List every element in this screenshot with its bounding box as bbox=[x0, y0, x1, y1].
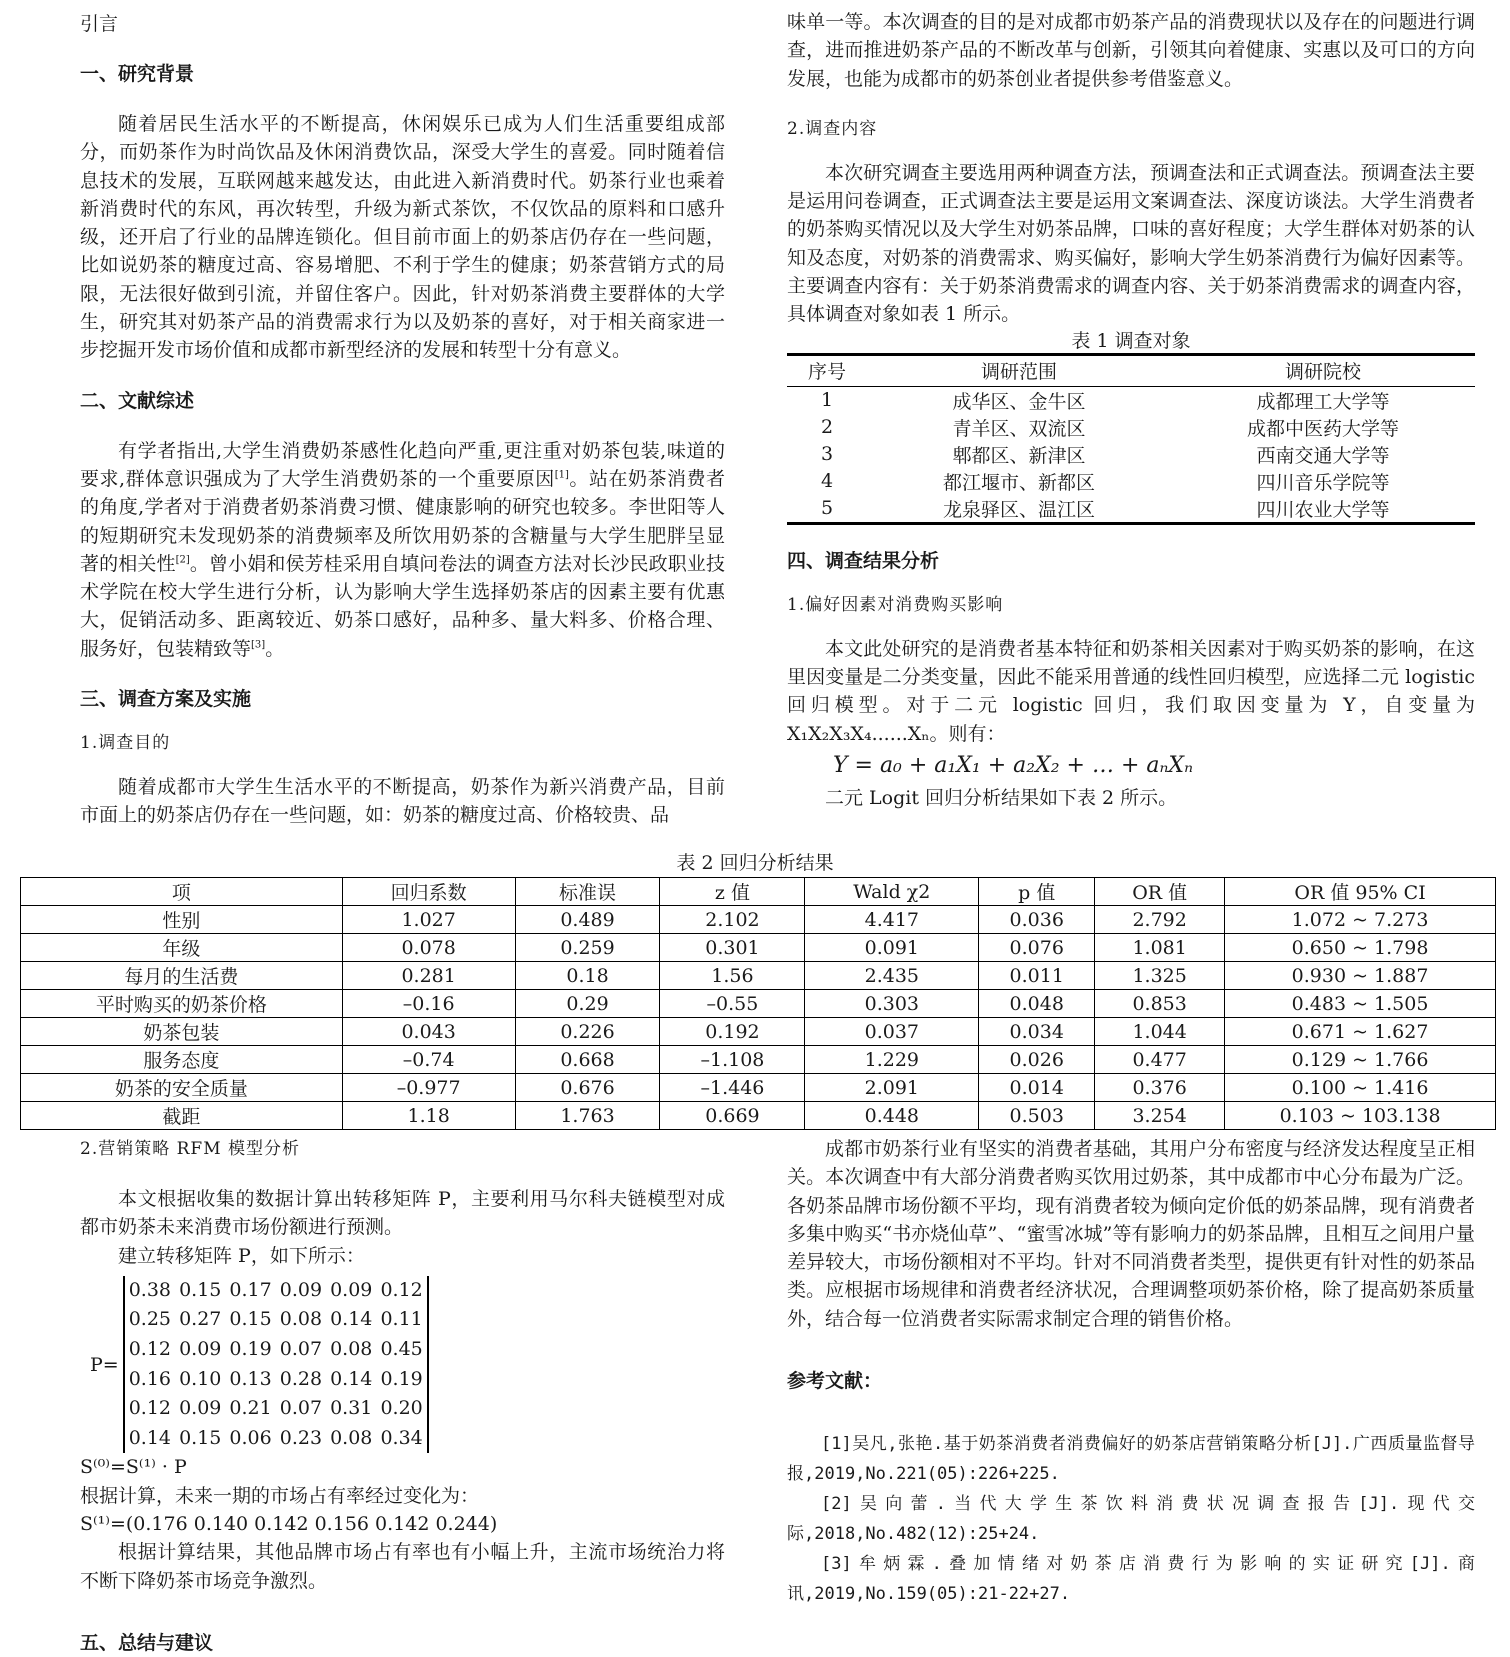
table2-cell: 0.18 bbox=[515, 962, 660, 990]
matrix-row: 0.14 0.15 0.06 0.23 0.08 0.34 bbox=[128, 1426, 423, 1449]
table2-header: 项 bbox=[21, 878, 343, 906]
table1-row bbox=[787, 441, 1475, 468]
table1-header: 调研范围 bbox=[867, 354, 1171, 386]
table2-cell: –0.16 bbox=[342, 990, 515, 1018]
table2-cell: 平时购买的奶茶价格 bbox=[21, 990, 343, 1018]
table2-cell: 每月的生活费 bbox=[21, 962, 343, 990]
table2-cell: 2.792 bbox=[1095, 906, 1225, 934]
section-heading-survey-plan: 三、调查方案及实施 bbox=[80, 688, 252, 711]
paragraph-purpose-continued: 味单一等。本次调查的目的是对成都市奶茶产品的消费现状以及存在的问题进行调查，进而推进奶茶产品的不断改革与创新，引领其向着健康、实惠以及可口的方向发展，也能为成都市的奶茶创业者提供参考借鉴意义。 bbox=[787, 11, 1475, 90]
table2-caption: 表 2 回归分析结果 bbox=[676, 852, 834, 874]
table1-cell: 3 bbox=[820, 443, 834, 466]
table1-cell: 四川农业大学等 bbox=[1171, 495, 1475, 524]
references-list bbox=[787, 1429, 1475, 1609]
table2-cell: 0.503 bbox=[979, 1102, 1095, 1130]
references-heading: 参考文献： bbox=[787, 1370, 883, 1393]
table2-cell: 0.034 bbox=[979, 1018, 1095, 1046]
paragraph-summary: 成都市奶茶行业有坚实的消费者基础，其用户分布密度与经济发达程度呈正相关。本次调查中有大部分消费者购买饮用过奶茶，其中成都市中心分布最为广泛。各奶茶品牌市场份额不平均，现有消费者较为倾向定价低的奶茶品牌，现有消费者多集中购买“书亦烧仙草”、“蜜雪冰城”等有影响力的奶茶品牌，且相互之间用户量差异较大，市场份额相对不平均。针对不同消费者类型，提供更有针对性的奶茶品类。应根据市场规律和消费者经济状况，合理调整项奶茶价格，除了提高奶茶质量外，结合每一位消费者实际需求制定合理的销售价格。 bbox=[787, 1138, 1475, 1330]
paragraph-build-matrix: 建立转移矩阵 P，如下所示： bbox=[118, 1244, 365, 1267]
table2-cell: 服务态度 bbox=[21, 1046, 343, 1074]
paragraph-transition-matrix: 本文根据收集的数据计算出转移矩阵 P，主要利用马尔科夫链模型对成都市奶茶未来消费市场份额进行预测。 bbox=[80, 1188, 725, 1239]
subheading-survey-content: 2.调查内容 bbox=[787, 118, 878, 139]
subheading-preference-factors: 1.偏好因素对消费购买影响 bbox=[787, 594, 1004, 615]
table1-cell: 都江堰市、新都区 bbox=[943, 471, 1096, 494]
table2-cell: 0.103 ~ 103.138 bbox=[1225, 1102, 1496, 1130]
table1-row bbox=[787, 495, 1475, 524]
table-survey-targets bbox=[787, 353, 1475, 525]
matrix-row: 0.12 0.09 0.19 0.07 0.08 0.45 bbox=[128, 1338, 423, 1361]
paragraph-next-period: 根据计算，未来一期的市场占有率经过变化为： bbox=[80, 1484, 480, 1507]
literature-text-4: 。 bbox=[265, 637, 285, 660]
table2-cell: 截距 bbox=[21, 1102, 343, 1130]
table2-cell: 1.081 bbox=[1095, 934, 1225, 962]
table1-cell: 4 bbox=[820, 470, 834, 493]
matrix-row: 0.16 0.10 0.13 0.28 0.14 0.19 bbox=[128, 1367, 423, 1390]
table2-cell: 奶茶包装 bbox=[21, 1018, 343, 1046]
table2-row bbox=[21, 906, 1496, 934]
right-column-bottom bbox=[787, 1135, 1475, 1609]
matrix-row: 0.38 0.15 0.17 0.09 0.09 0.12 bbox=[128, 1278, 423, 1301]
table2-cell: 0.650 ~ 1.798 bbox=[1225, 934, 1496, 962]
section-heading-literature: 二、文献综述 bbox=[80, 389, 195, 412]
table2-cell: 1.325 bbox=[1095, 962, 1225, 990]
table2-cell: 0.226 bbox=[515, 1018, 660, 1046]
matrix-row: 0.25 0.27 0.15 0.08 0.14 0.11 bbox=[128, 1308, 423, 1331]
table2-cell: 2.091 bbox=[805, 1074, 979, 1102]
paragraph-background: 随着居民生活水平的不断提高，休闲娱乐已成为人们生活重要组成部分，而奶茶作为时尚饮品及休闲消费饮品，深受大学生的喜爱。同时随着信息技术的发展，互联网越来越发达，由此进入新消费时代。奶茶行业也乘着新消费时代的东风，再次转型，升级为新式茶饮，不仅饮品的原料和口感升级，还开启了行业的品牌连锁化。但目前市面上的奶茶店仍存在一些问题，比如说奶茶的糖度过高、容易增肥、不利于学生的健康；奶茶营销方式的局限，无法很好做到引流，并留住客户。因此，针对奶茶消费主要群体的大学生，研究其对奶茶产品的消费需求行为以及奶茶的喜好，对于相关商家进一步挖掘开发市场价值和成都市新型经济的发展和转型十分有意义。 bbox=[80, 113, 725, 362]
table1-row bbox=[787, 468, 1475, 495]
table1-cell: 西南交通大学等 bbox=[1256, 444, 1390, 467]
table2-header: 回归系数 bbox=[342, 878, 515, 906]
paragraph-result-conclusion: 根据计算结果，其他品牌市场占有率也有小幅上升，主流市场统治力将不断下降奶茶市场竞争激烈。 bbox=[80, 1541, 725, 1592]
table2-cell: 1.763 bbox=[515, 1102, 660, 1130]
table2-cell: –1.108 bbox=[660, 1046, 805, 1074]
table2-cell: 0.036 bbox=[979, 906, 1095, 934]
table2-cell: 0.303 bbox=[805, 990, 979, 1018]
table2-cell: –0.74 bbox=[342, 1046, 515, 1074]
table1-cell: 成都理工大学等 bbox=[1256, 390, 1390, 413]
table2-header: p 值 bbox=[979, 878, 1095, 906]
table2-cell: 0.011 bbox=[979, 962, 1095, 990]
table1-cell: 青羊区、双流区 bbox=[952, 417, 1086, 440]
table1-header: 调研院校 bbox=[1171, 354, 1475, 386]
table2-cell: 1.229 bbox=[805, 1046, 979, 1074]
table2-cell: 0.014 bbox=[979, 1074, 1095, 1102]
table1-cell: 5 bbox=[787, 495, 867, 524]
reference-item: [1]吴凡,张艳.基于奶茶消费者消费偏好的奶茶店营销策略分析[J].广西质量监督导报,2019,No.221(05):226+225. bbox=[787, 1434, 1475, 1485]
matrix-label: P= bbox=[90, 1353, 119, 1376]
equation-state: S⁽⁰⁾=S⁽¹⁾ · P bbox=[80, 1456, 187, 1479]
table2-cell: 0.129 ~ 1.766 bbox=[1225, 1046, 1496, 1074]
literature-text-1: 有学者指出,大学生消费奶茶感性化趋向严重,更注重对奶茶包装,味道的要求,群体意识强成为了大学生消费奶茶的一个重要原因 bbox=[80, 439, 725, 490]
table2-cell: 0.376 bbox=[1095, 1074, 1225, 1102]
table2-row bbox=[21, 934, 1496, 962]
table1-row bbox=[787, 386, 1475, 414]
table2-cell: 0.281 bbox=[342, 962, 515, 990]
table2-cell: 0.301 bbox=[660, 934, 805, 962]
paragraph-literature bbox=[80, 437, 725, 663]
table2-cell: 0.930 ~ 1.887 bbox=[1225, 962, 1496, 990]
table2-cell: 0.477 bbox=[1095, 1046, 1225, 1074]
table2-cell: 1.027 bbox=[342, 906, 515, 934]
table2-row bbox=[21, 1102, 1496, 1130]
table1-cell: 2 bbox=[820, 416, 834, 439]
table2-row bbox=[21, 1018, 1496, 1046]
table2-header: OR 值 bbox=[1095, 878, 1225, 906]
table-regression-results bbox=[20, 877, 1496, 1130]
section-heading-results: 四、调查结果分析 bbox=[787, 549, 940, 572]
table2-cell: 0.259 bbox=[515, 934, 660, 962]
table2-cell: 0.669 bbox=[660, 1102, 805, 1130]
table2-cell: 4.417 bbox=[805, 906, 979, 934]
table2-cell: 0.100 ~ 1.416 bbox=[1225, 1074, 1496, 1102]
table2-header: OR 值 95% CI bbox=[1225, 878, 1496, 906]
reference-item: [2]吴向蕾.当代大学生茶饮料消费状况调查报告[J].现代交际,2018,No.482(12):25+24. bbox=[787, 1494, 1475, 1545]
table2-cell: 0.671 ~ 1.627 bbox=[1225, 1018, 1496, 1046]
intro-heading: 引言 bbox=[80, 13, 119, 35]
subheading-rfm: 2.营销策略 RFM 模型分析 bbox=[80, 1139, 301, 1159]
table2-cell: 2.102 bbox=[660, 906, 805, 934]
table2-row bbox=[21, 1046, 1496, 1074]
subheading-survey-purpose: 1.调查目的 bbox=[80, 733, 171, 754]
matrix-body bbox=[123, 1276, 429, 1454]
table1-caption: 表 1 调查对象 bbox=[1071, 329, 1191, 352]
table1-cell: 四川音乐学院等 bbox=[1256, 471, 1390, 494]
table2-cell: 0.026 bbox=[979, 1046, 1095, 1074]
table1-cell: 1 bbox=[820, 389, 834, 412]
paragraph-logistic: 本文此处研究的是消费者基本特征和奶茶相关因素对于购买奶茶的影响，在这里因变量是二分类变量，因此不能采用普通的线性回归模型，应选择二元 logistic 回归模型。对于二元 logistic 回归，我们取因变量为 Y，自变量为 X₁X₂X₃X₄......Xₙ。则有： bbox=[787, 637, 1475, 745]
table2-cell: 年级 bbox=[21, 934, 343, 962]
table2-cell: 2.435 bbox=[805, 962, 979, 990]
table2-cell: 性别 bbox=[21, 906, 343, 934]
table2-cell: 3.254 bbox=[1095, 1102, 1225, 1130]
paragraph-survey-purpose: 随着成都市大学生生活水平的不断提高，奶茶作为新兴消费产品，目前市面上的奶茶店仍存在一些问题，如：奶茶的糖度过高、价格较贵、品 bbox=[80, 776, 725, 827]
citation-1: [1] bbox=[554, 469, 569, 481]
table2-row bbox=[21, 962, 1496, 990]
transition-matrix bbox=[90, 1276, 725, 1454]
literature-text-2: 。站在奶茶消费者的角度,学者对于消费者奶茶消费习惯、健康影响的研究也较多。李世阳等人的短期研究未发现奶茶的消费频率及所饮用奶茶的含糖量与大学生肥胖呈显著的相关性 bbox=[80, 467, 725, 575]
table1-cell: 成华区、金牛区 bbox=[952, 390, 1086, 413]
table2-cell: 0.853 bbox=[1095, 990, 1225, 1018]
paragraph-survey-content: 本次研究调查主要选用两种调查方法，预调查法和正式调查法。预调查法主要是运用问卷调查，正式调查法主要是运用文案调查法、深度访谈法。大学生消费者的奶茶购买情况以及大学生对奶茶品牌，口味的喜好程度；大学生群体对奶茶的认知及态度，对奶茶的消费需求、购买偏好，影响大学生奶茶消费行为偏好因素等。主要调查内容有：关于奶茶消费需求的调查内容、关于奶茶消费需求的调查内容，具体调查对象如表 1 所示。 bbox=[787, 161, 1475, 326]
table2-cell: 0.192 bbox=[660, 1018, 805, 1046]
reference-item: [3]牟炳霖.叠加情绪对奶茶店消费行为影响的实证研究[J].商讯,2019,No.159(05):21-22+27. bbox=[787, 1554, 1475, 1605]
table2-cell: 1.044 bbox=[1095, 1018, 1225, 1046]
equation-market-share: S⁽¹⁾=(0.176 0.140 0.142 0.156 0.142 0.244) bbox=[80, 1513, 498, 1536]
table1-cell: 龙泉驿区、温江区 bbox=[867, 495, 1171, 524]
table2-cell: 1.56 bbox=[660, 962, 805, 990]
table2-row bbox=[21, 990, 1496, 1018]
table2-cell: 0.29 bbox=[515, 990, 660, 1018]
table2-cell: –0.55 bbox=[660, 990, 805, 1018]
table2-cell: 0.676 bbox=[515, 1074, 660, 1102]
citation-3: [3] bbox=[251, 639, 266, 651]
table2-header: Wald χ2 bbox=[805, 878, 979, 906]
table2-cell: 0.091 bbox=[805, 934, 979, 962]
table1-header: 序号 bbox=[787, 354, 867, 386]
table1-row bbox=[787, 414, 1475, 441]
table2-cell: 0.668 bbox=[515, 1046, 660, 1074]
table2-cell: 0.076 bbox=[979, 934, 1095, 962]
table2-cell: 0.043 bbox=[342, 1018, 515, 1046]
table2-header: z 值 bbox=[660, 878, 805, 906]
table2-cell: 0.448 bbox=[805, 1102, 979, 1130]
section-heading-summary: 五、总结与建议 bbox=[80, 1631, 214, 1654]
citation-2: [2] bbox=[175, 554, 190, 566]
table2-row bbox=[21, 1074, 1496, 1102]
table2-cell: 0.078 bbox=[342, 934, 515, 962]
table2-cell: 0.483 ~ 1.505 bbox=[1225, 990, 1496, 1018]
regression-formula: Y = a₀ + a₁X₁ + a₂X₂ + … + aₙXₙ bbox=[833, 752, 1194, 778]
table2-header: 标准误 bbox=[515, 878, 660, 906]
section-heading-background: 一、研究背景 bbox=[80, 63, 195, 85]
table2-cell: 1.18 bbox=[342, 1102, 515, 1130]
right-column-top bbox=[787, 8, 1475, 812]
table2-cell: –0.977 bbox=[342, 1074, 515, 1102]
paragraph-logit-intro: 二元 Logit 回归分析结果如下表 2 所示。 bbox=[825, 786, 1178, 809]
table2-cell: –1.446 bbox=[660, 1074, 805, 1102]
table2-cell: 0.048 bbox=[979, 990, 1095, 1018]
literature-text-3: 。曾小娟和侯芳桂采用自填问卷法的调查方法对长沙民政职业技术学院在校大学生进行分析，认为影响大学生选择奶茶店的因素主要有优惠大，促销活动多、距离较近、奶茶口感好，品种多、量大料多、价格合理、服务好，包装精致等 bbox=[80, 552, 725, 660]
left-column-bottom bbox=[80, 1135, 725, 1657]
table2-cell: 1.072 ~ 7.273 bbox=[1225, 906, 1496, 934]
table2-cell: 奶茶的安全质量 bbox=[21, 1074, 343, 1102]
left-column-top bbox=[80, 10, 725, 830]
table1-cell: 郫都区、新津区 bbox=[952, 444, 1086, 467]
matrix-row: 0.12 0.09 0.21 0.07 0.31 0.20 bbox=[128, 1397, 423, 1420]
table2-cell: 0.037 bbox=[805, 1018, 979, 1046]
table2-cell: 0.489 bbox=[515, 906, 660, 934]
table1-cell: 成都中医药大学等 bbox=[1246, 417, 1399, 440]
